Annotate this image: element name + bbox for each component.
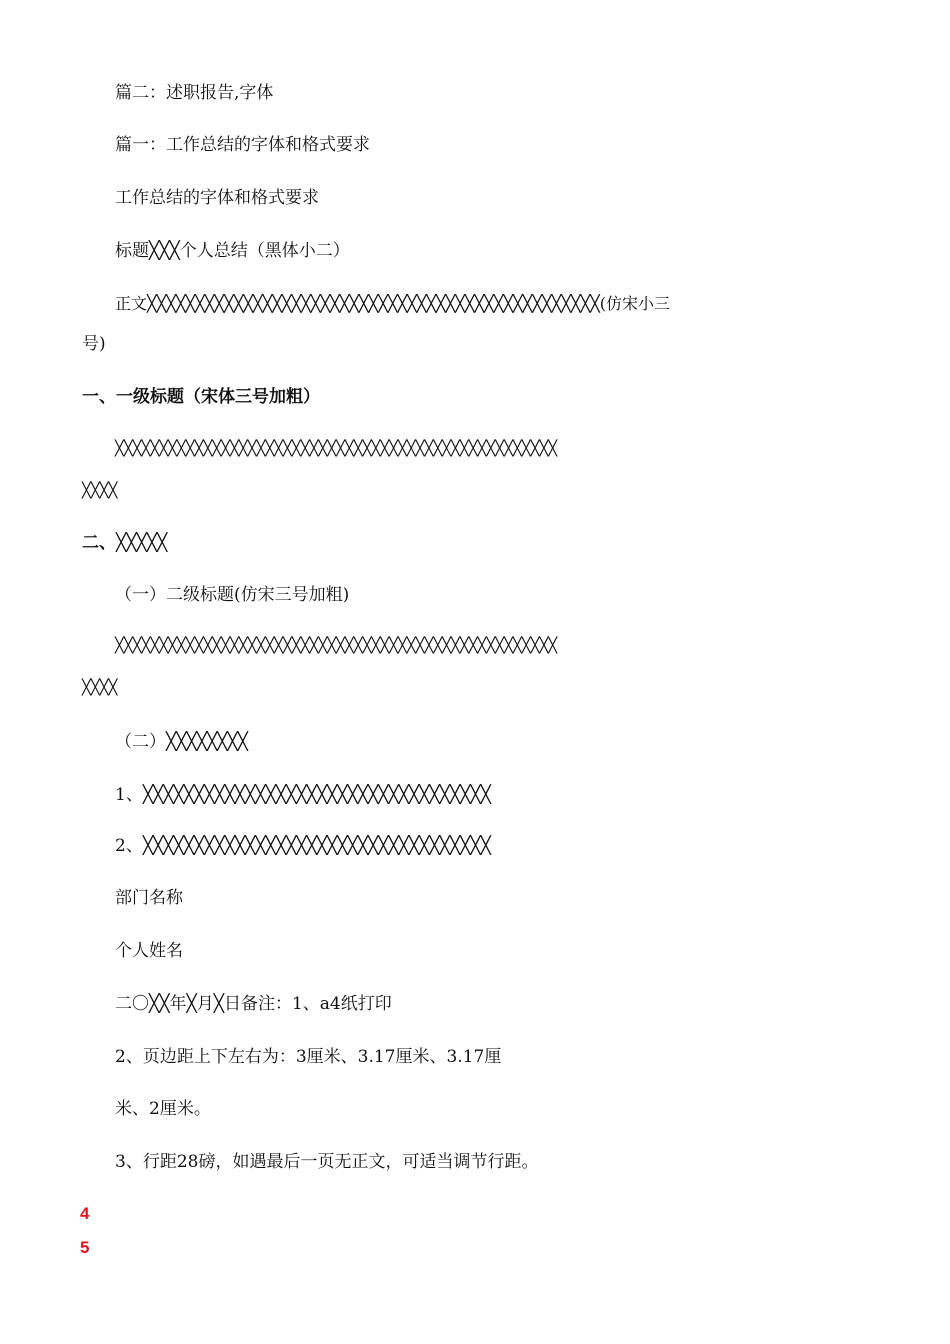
page-number: 4 [80,1204,90,1223]
body-paragraph-1: ╳╳╳╳╳╳╳╳╳╳╳╳╳╳╳╳╳╳╳╳╳╳╳╳╳╳╳╳╳╳╳╳╳╳╳╳╳╳╳╳╳╳╳╳╳╳╳╳╳╳ [115,440,558,457]
list-item-1: 1、╳╳╳╳╳╳╳╳╳╳╳╳╳╳╳╳╳╳╳╳╳╳╳╳╳╳╳╳╳╳╳╳╳╳ [115,785,491,805]
level-one-heading: 一、一级标题（宋体三号加粗） [82,387,320,407]
document-title: 工作总结的字体和格式要求 [115,188,319,208]
body-paragraph-2-continued: ╳╳╳╳ [82,679,118,696]
level-two-heading-1: （一）二级标题(仿宋三号加粗) [115,585,350,605]
note-margins: 2、页边距上下左右为：3厘米、3.17厘米、3.17厘 [115,1047,502,1067]
body-paragraph-2: ╳╳╳╳╳╳╳╳╳╳╳╳╳╳╳╳╳╳╳╳╳╳╳╳╳╳╳╳╳╳╳╳╳╳╳╳╳╳╳╳╳╳╳╳╳╳╳╳╳╳ [115,637,558,654]
body-format-line: 正文╳╳╳╳╳╳╳╳╳╳╳╳╳╳╳╳╳╳╳╳╳╳╳╳╳╳╳╳╳╳╳╳╳╳╳╳╳╳╳╳╳╳╳╳╳╳╳(仿宋小三 [115,294,670,313]
heading-part-one: 篇一：工作总结的字体和格式要求 [115,135,370,155]
level-one-heading-2: 二、╳╳╳╳╳ [82,533,168,553]
person-name: 个人姓名 [115,941,183,961]
note-margins-continued: 米、2厘米。 [115,1099,211,1119]
date-and-note: 二〇╳╳年╳月╳日备注：1、a4纸打印 [115,994,392,1014]
body-paragraph-1-continued: ╳╳╳╳ [82,482,118,499]
level-two-heading-2: （二）╳╳╳╳╳╳╳╳ [115,732,248,752]
list-item-2: 2、╳╳╳╳╳╳╳╳╳╳╳╳╳╳╳╳╳╳╳╳╳╳╳╳╳╳╳╳╳╳╳╳╳╳ [115,836,491,856]
body-format-line-continued: 号) [82,334,106,354]
page-number: 5 [80,1238,90,1257]
department-name: 部门名称 [115,888,183,908]
note-line-spacing: 3、行距28磅，如遇最后一页无正文，可适当调节行距。 [115,1152,539,1172]
heading-part-two: 篇二：述职报告,字体 [115,83,274,103]
title-format-line: 标题╳╳╳个人总结（黑体小二） [115,241,350,261]
